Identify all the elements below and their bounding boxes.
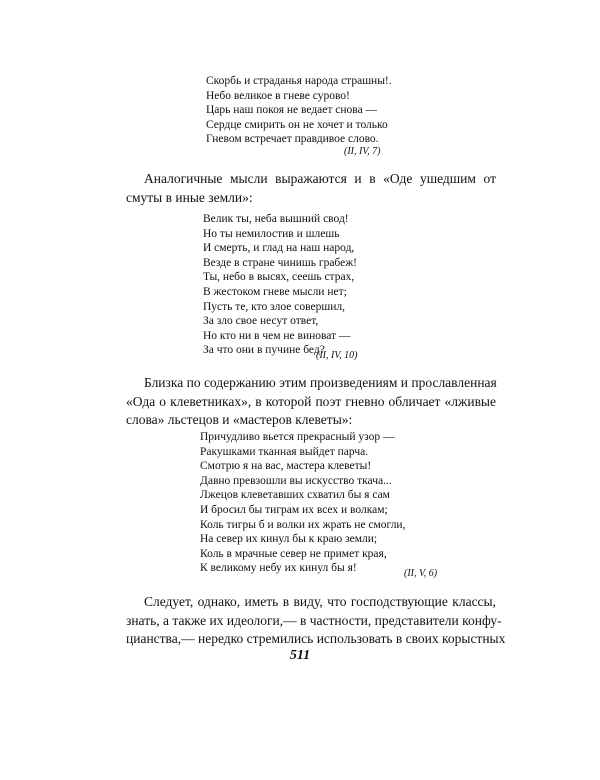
poem-line: Смотрю я на вас, мастера клеветы! — [200, 460, 372, 473]
prose-line: знать, а также их идеологи,— в частности, представители конфу- — [126, 612, 502, 628]
poem-line: И смерть, и глад на наш народ, — [203, 242, 355, 255]
poem-line: Ракушками тканная выйдет парча. — [200, 445, 369, 458]
poem-citation-3: (II, V, 6) — [404, 568, 438, 579]
poem-line: На север их кинул бы к краю земли; — [200, 533, 378, 546]
poem-line: Лжецов клеветавших схватил бы я сам — [200, 489, 390, 502]
poem-line: Сердце смирить он не хочет и только — [206, 118, 388, 131]
poem-line: За что они в пучине бед? — [203, 344, 325, 357]
poem-line: И бросил бы тиграм их всех и волкам; — [200, 503, 388, 516]
poem-line: Небо великое в гневе сурово! — [206, 89, 350, 102]
poem-line: За зло свое несут ответ, — [203, 315, 319, 328]
prose-line: смуты в иные земли»: — [126, 189, 253, 205]
prose-line: слова» льстецов и «мастеров клеветы»: — [126, 412, 353, 427]
poem-line: Но кто ни в чем не виноват — — [203, 329, 351, 342]
poem-line: Коль тигры б и волки их жрать не смогли, — [200, 518, 406, 531]
poem-line: Везде в стране чинишь грабеж! — [203, 256, 358, 269]
poem-line: Давно превзошли вы искусство ткача... — [200, 474, 392, 487]
poem-line: Причудливо вьется прекрасный узор — — [200, 431, 395, 443]
prose-line: Близка по содержанию этим произведениям и прославленная — [144, 375, 497, 390]
page-number: 511 — [289, 648, 311, 663]
poem-line: Коль в мрачные север не примет края, — [200, 547, 387, 560]
poem-line: Скорбь и страданья народа страшны!. — [206, 75, 392, 87]
poem-line: Пусть те, кто злое совершил, — [203, 300, 345, 313]
prose-paragraph-1 — [126, 170, 496, 207]
poem-stanza-2 — [203, 212, 357, 358]
prose-line: цианства,— нередко стремились использовать в своих корыстных — [126, 631, 506, 646]
poem-line: Царь наш покоя не ведает снова — — [206, 104, 378, 117]
poem-line: Велик ты, неба вышний свод! — [203, 213, 349, 225]
poem-line: Но ты немилостив и шлешь — [203, 227, 340, 240]
poem-line: В жестоком гневе мысли нет; — [203, 285, 347, 298]
prose-line: «Ода о клеветниках», в которой поэт гневно обличает «лживые — [126, 393, 496, 409]
poem-line: К великому небу их кинул бы я! — [200, 562, 357, 575]
prose-paragraph-2 — [126, 374, 496, 430]
prose-line: Следует, однако, иметь в виду, что господствующие классы, — [144, 594, 496, 609]
poem-stanza-1 — [206, 74, 392, 147]
prose-paragraph-3 — [126, 593, 506, 649]
poem-citation-1: (II, IV, 7) — [344, 146, 381, 157]
poem-stanza-3 — [200, 430, 405, 576]
prose-line: Аналогичные мысли выражаются и в «Оде ушедшим от — [144, 171, 496, 186]
poem-citation-2: (II, IV, 10) — [316, 350, 358, 361]
poem-line: Ты, небо в высях, сеешь страх, — [203, 271, 355, 284]
poem-line: Гневом встречает правдивое слово. — [206, 133, 379, 146]
